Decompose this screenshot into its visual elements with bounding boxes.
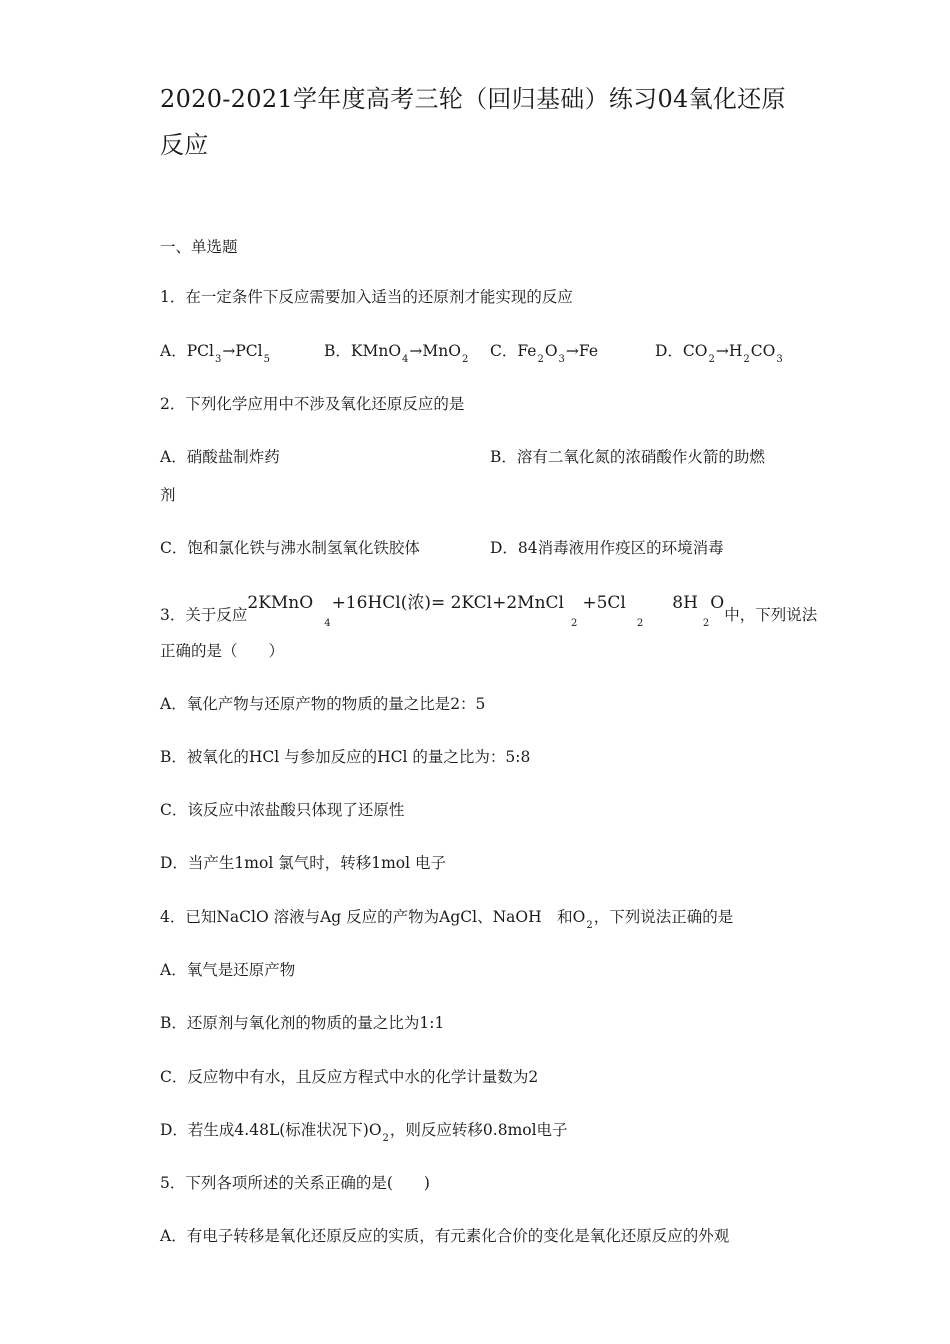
question-2-option-c: C．饱和氯化铁与沸水制氢氧化铁胶体 [160, 539, 420, 557]
option-text: A．PCl [160, 342, 214, 360]
section-heading: 一、单选题 [160, 238, 238, 256]
question-3-option-d: D．当产生1mol 氯气时，转移1mol 电子 [160, 854, 446, 872]
document-title: 2020-2021学年度高考三轮（回归基础）练习04氧化还原反应 [160, 85, 786, 159]
stem-text: 3．关于反应 [160, 606, 248, 624]
question-4-option-a: A．氧气是还原产物 [160, 961, 296, 979]
subscript: 3 [214, 354, 222, 365]
option-text: CO [750, 342, 776, 360]
subscript: 2 [708, 354, 715, 365]
option-text: D．CO [655, 342, 708, 360]
question-1-stem: 1．在一定条件下反应需要加入适当的还原剂才能实现的反应 [160, 288, 573, 306]
question-4-option-c: C．反应物中有水，且反应方程式中水的化学计量数为2 [160, 1068, 539, 1086]
equation-text: +5Cl [582, 593, 626, 613]
question-4-option-d [160, 1119, 568, 1144]
question-1-option-b [324, 340, 469, 365]
equation-text: +16HCl(浓)= 2KCl+2MnCl [331, 593, 564, 613]
equation-text: 2KMnO [247, 593, 314, 613]
subscript: 2 [636, 618, 644, 629]
subscript: 2 [702, 618, 710, 629]
option-text: B．KMnO [324, 342, 402, 360]
question-2-option-b-continued: 剂 [160, 486, 176, 504]
option-text: →Fe [565, 342, 598, 360]
subscript: 2 [461, 354, 469, 365]
subscript: 2 [586, 920, 593, 931]
subscript: 5 [263, 354, 270, 365]
question-1-option-d [655, 340, 784, 365]
option-text: →PCl [222, 342, 263, 360]
question-5-stem: 5．下列各项所述的关系正确的是( ) [160, 1174, 430, 1192]
subscript: 2 [743, 354, 750, 365]
subscript: 4 [324, 618, 331, 629]
question-3-option-c: C．该反应中浓盐酸只体现了还原性 [160, 801, 405, 819]
stem-text: 中，下列说法 [724, 606, 818, 624]
stem-text: ，下列说法正确的是 [593, 908, 734, 926]
question-2-option-b: B．溶有二氧化氮的浓硝酸作火箭的助燃 [490, 448, 765, 466]
question-3-stem-continued: 正确的是（ ） [160, 642, 285, 660]
option-text: →MnO [409, 342, 461, 360]
question-2-stem: 2．下列化学应用中不涉及氧化还原反应的是 [160, 395, 465, 413]
option-text: →H [715, 342, 743, 360]
question-5-option-a: A．有电子转移是氧化还原反应的实质，有元素化合价的变化是氧化还原反应的外观 [160, 1227, 730, 1245]
question-3-stem [160, 593, 818, 629]
stem-text: 4．已知NaClO 溶液与Ag 反应的产物为AgCl、NaOH 和O [160, 908, 586, 926]
subscript: 2 [570, 618, 578, 629]
reaction-equation [247, 593, 725, 629]
subscript: 3 [776, 354, 783, 365]
option-text: C．Fe [490, 342, 537, 360]
question-4-stem [160, 906, 733, 931]
subscript: 2 [382, 1133, 389, 1144]
question-2-option-a: A．硝酸盐制炸药 [160, 448, 280, 466]
option-text: O [544, 342, 558, 360]
question-1-option-c [490, 340, 598, 365]
question-4-option-b: B．还原剂与氧化剂的物质的量之比为1:1 [160, 1014, 445, 1032]
option-text: ，则反应转移0.8mol电子 [389, 1121, 568, 1139]
equation-text: 8H [672, 593, 698, 613]
question-1-option-a [160, 340, 271, 365]
subscript: 3 [558, 354, 565, 365]
question-3-option-b: B．被氧化的HCl 与参加反应的HCl 的量之比为：5:8 [160, 748, 531, 766]
option-text: D．若生成4.48L(标准状况下)O [160, 1121, 382, 1139]
question-2-option-d: D．84消毒液用作疫区的环境消毒 [490, 539, 724, 557]
question-3-option-a: A．氧化产物与还原产物的物质的量之比是2：5 [160, 695, 486, 713]
subscript: 4 [402, 354, 409, 365]
equation-text: O [710, 593, 725, 613]
subscript: 2 [537, 354, 544, 365]
